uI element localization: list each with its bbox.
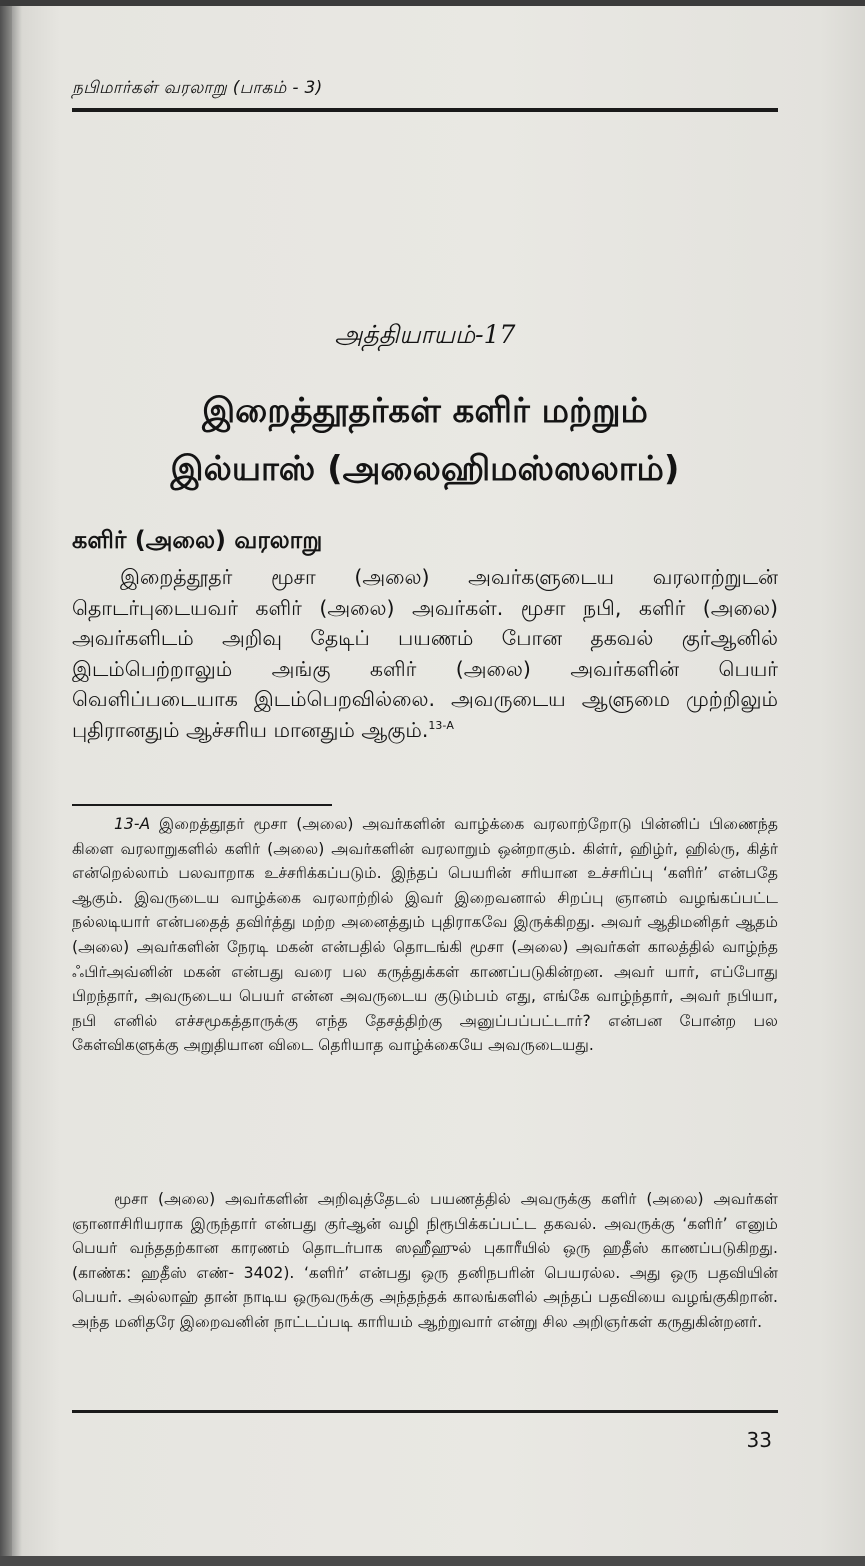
chapter-title-line-2: இல்யாஸ் (அலைஹிமஸ்ஸலாம்): [170, 449, 680, 489]
body-paragraph-text: இறைத்தூதர் மூசா (அலை) அவர்களுடைய வரலாற்றுடன் தொடர்புடையவர் களிர் (அலை) அவர்கள். மூசா நபி, களிர் (அலை) அவர்களிடம் அறிவு தேடிப் பயணம் போன தகவல் குர்ஆனில் இடம்பெற்றாலும் அங்கு களிர் (அலை) அவர்களின் பெயர் வெளிப்படையாக இடம்பெறவில்லை. அவருடைய ஆளுமை முற்றிலும் புதிரானதும் ஆச்சரிய மானதும் ஆகும்.: [72, 565, 778, 742]
bottom-rule: [72, 1410, 778, 1413]
top-edge: [0, 0, 865, 6]
body-paragraph: [72, 562, 778, 745]
chapter-title: [72, 382, 778, 498]
footnote: [72, 812, 778, 1058]
section-heading: களிர் (அலை) வரலாறு: [72, 526, 323, 554]
footnote-text: இறைத்தூதர் மூசா (அலை) அவர்களின் வாழ்க்கை வரலாற்றோடு பின்னிப் பிணைந்த கிளை வரலாறுகளில் களிர் (அலை) அவர்களின் வரலாறும் ஒன்றாகும். கிள்ர், ஹிழ்ர், ஹில்ரு, கித்ர் என்றெல்லாம் பலவாறாக உச்சரிக்கப்படும். இந்தப் பெயரின் சரியான உச்சரிப்பு ‘களிர்’ என்பதே ஆகும். இவருடைய வாழ்க்கை வரலாற்றில் இவர் இறைவனால் சிறப்பு ஞானம் வழங்கப்பட்ட நல்லடியார் என்பதைத் தவிர்த்து மற்ற அனைத்தும் புதிராகவே இருக்கிறது. அவர் ஆதிமனிதர் ஆதம் (அலை) அவர்களின் நேரடி மகன் என்பதில் தொடங்கி மூசா (அலை) அவர்கள் காலத்தில் வாழ்ந்த ஃபிர்அவ்னின் மகன் என்பது வரை பல கருத்துக்கள் காணப்படுகின்றன. அவர் யார், எப்போது பிறந்தார், அவருடைய பெயர் என்ன அவருடைய குடும்பம் எது, எங்கே வாழ்ந்தார், அவர் நபியா, நபி எனில் எச்சமூகத்தாருக்கு எந்த தேசத்திற்கு அனுப்பப்பட்டார்? என்பன போன்ற பல கேள்விகளுக்கு அறுதியான விடை தெரியாத வாழ்க்கையே அவருடையது.: [72, 815, 778, 1055]
header-rule: [72, 108, 778, 112]
footnote-rule: [72, 804, 332, 806]
footnote-marker: 13-A: [114, 815, 151, 833]
page-number: 33: [746, 1428, 772, 1452]
footnote-continued: மூசா (அலை) அவர்களின் அறிவுத்தேடல் பயணத்தில் அவருக்கு களிர் (அலை) அவர்கள் ஞானாசிரியராக இருந்தார் என்பது குர்ஆன் வழி நிரூபிக்கப்பட்ட தகவல். அவருக்கு ‘களிர்’ எனும் பெயர் வந்ததற்கான காரணம் தொடர்பாக ஸஹீஹுல் புகாரீயில் ஒரு ஹதீஸ் காணப்படுகிறது. (காண்க: ஹதீஸ் எண்- 3402). ‘களிர்’ என்பது ஒரு தனிநபரின் பெயரல்ல. அது ஒரு பதவியின் பெயர். அல்லாஹ் தான் நாடிய ஒருவருக்கு அந்தந்தக் காலங்களில் அந்தப் பதவியை வழங்குகிறான். அந்த மனிதரே இறைவனின் நாட்டப்படி காரியம் ஆற்றுவார் என்று சில அறிஞர்கள் கருதுகின்றனர்.: [72, 1190, 778, 1331]
chapter-title-line-1: இறைத்தூதர்கள் களிர் மற்றும்: [202, 391, 648, 431]
chapter-label: அத்தியாயம்-17: [334, 320, 516, 349]
bottom-edge: [0, 1556, 865, 1566]
footnote-reference: 13-A: [428, 718, 454, 732]
book-spine-shadow: [0, 6, 12, 1556]
running-head: நபிமார்கள் வரலாறு (பாகம் - 3): [72, 78, 323, 98]
